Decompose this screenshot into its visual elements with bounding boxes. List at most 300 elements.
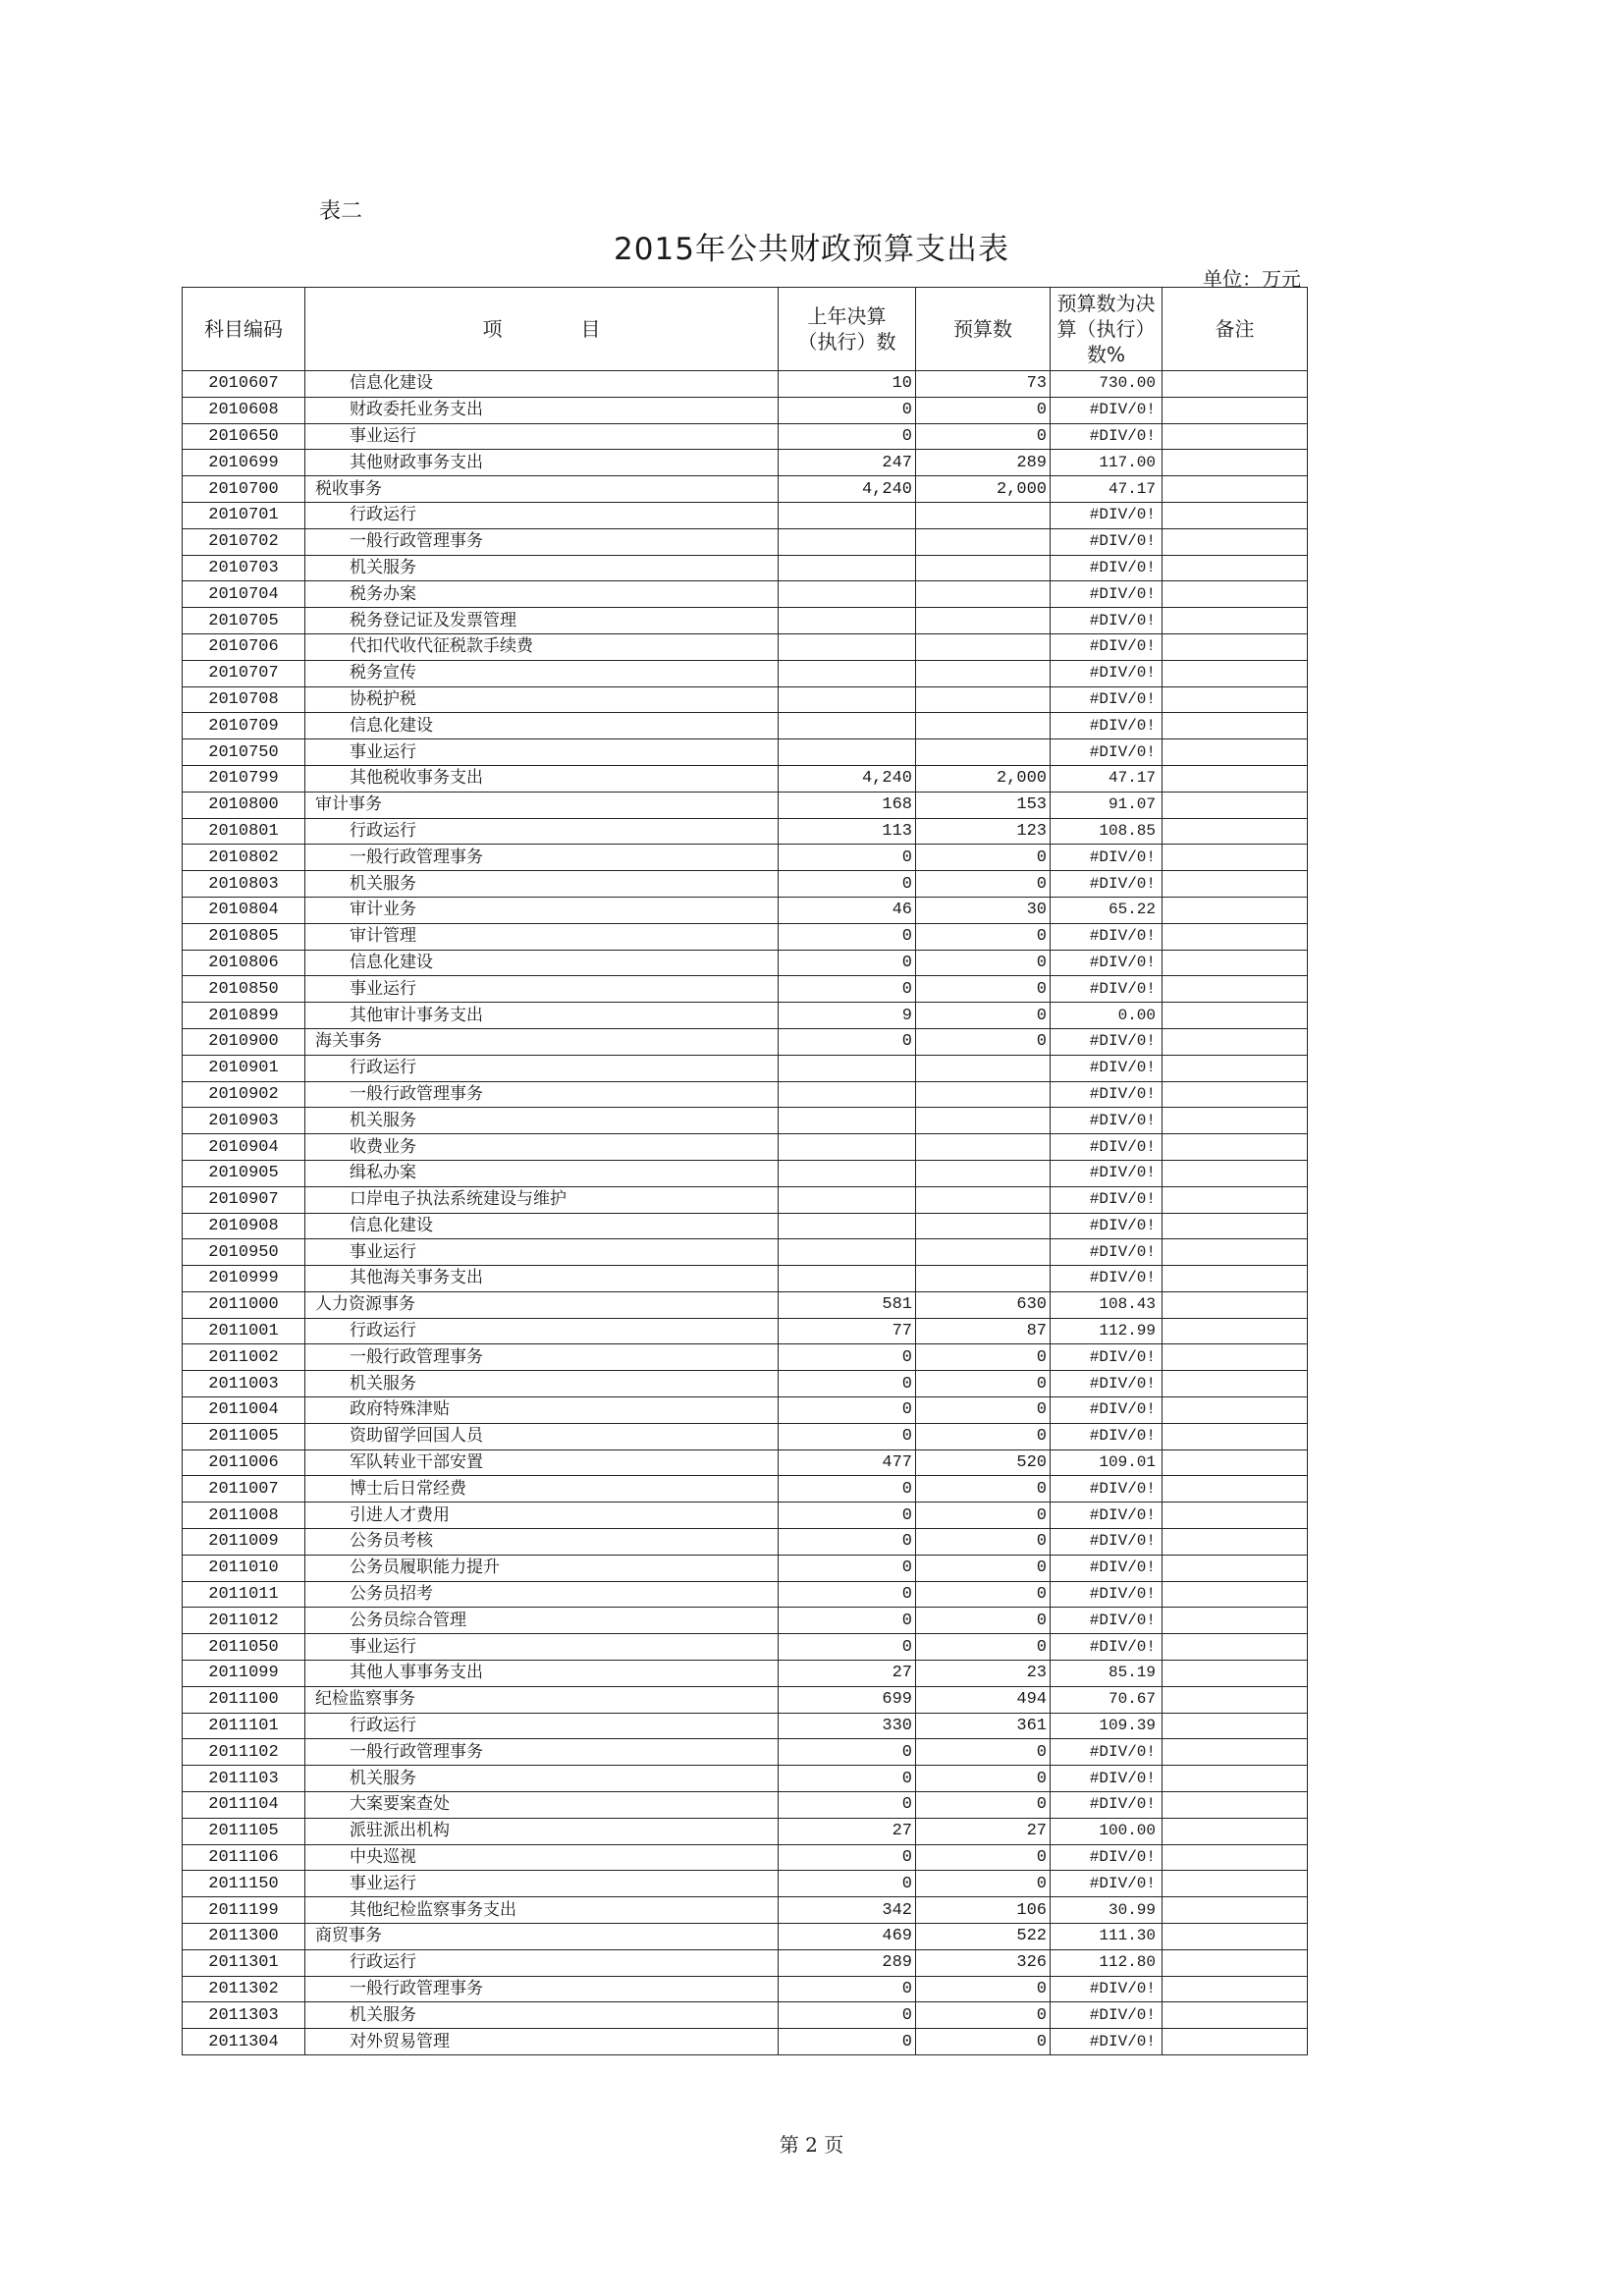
cell-budget [916,1055,1051,1081]
cell-code: 2010701 [183,502,305,528]
cell-ratio: #DIV/0! [1051,1397,1163,1424]
cell-code: 2010800 [183,792,305,818]
cell-code: 2011102 [183,1739,305,1766]
cell-ratio: 91.07 [1051,792,1163,818]
cell-note [1163,1108,1308,1134]
cell-ratio: #DIV/0! [1051,845,1163,871]
cell-item: 公务员综合管理 [305,1608,779,1634]
cell-ratio: #DIV/0! [1051,633,1163,660]
cell-code: 2011106 [183,1844,305,1871]
cell-last-year [779,502,916,528]
cell-note [1163,1213,1308,1239]
cell-last-year: 0 [779,2029,916,2055]
cell-last-year: 0 [779,1976,916,2002]
cell-budget: 522 [916,1924,1051,1950]
cell-item: 机关服务 [305,1108,779,1134]
cell-ratio: #DIV/0! [1051,1503,1163,1529]
cell-code: 2011199 [183,1897,305,1924]
cell-item: 一般行政管理事务 [305,1976,779,2002]
cell-last-year: 10 [779,371,916,398]
page-number: 第 2 页 [779,2133,844,2157]
cell-budget: 0 [916,1555,1051,1581]
cell-item: 税务登记证及发票管理 [305,608,779,634]
cell-ratio: 65.22 [1051,897,1163,923]
cell-item: 中央巡视 [305,1844,779,1871]
cell-code: 2011103 [183,1766,305,1792]
cell-last-year: 0 [779,1792,916,1819]
cell-last-year: 0 [779,950,916,976]
cell-code: 2010708 [183,686,305,713]
cell-budget: 106 [916,1897,1051,1924]
cell-item: 大案要案查处 [305,1792,779,1819]
table-row [183,1503,1308,1529]
table-row [183,950,1308,976]
cell-last-year: 0 [779,397,916,423]
cell-item: 机关服务 [305,871,779,898]
cell-code: 2011012 [183,1608,305,1634]
cell-ratio: 111.30 [1051,1924,1163,1950]
table-row [183,1397,1308,1424]
cell-ratio: #DIV/0! [1051,1423,1163,1449]
cell-code: 2010608 [183,397,305,423]
table-row [183,1003,1308,1029]
cell-item: 行政运行 [305,1055,779,1081]
cell-last-year: 0 [779,1581,916,1608]
cell-note [1163,1581,1308,1608]
cell-last-year: 0 [779,1397,916,1424]
cell-note [1163,871,1308,898]
cell-code: 2011009 [183,1529,305,1556]
cell-ratio: #DIV/0! [1051,713,1163,739]
cell-note [1163,845,1308,871]
cell-note [1163,1371,1308,1397]
cell-budget [916,1081,1051,1108]
cell-ratio: #DIV/0! [1051,397,1163,423]
cell-code: 2010803 [183,871,305,898]
cell-note [1163,633,1308,660]
cell-item: 公务员招考 [305,1581,779,1608]
cell-last-year [779,1108,916,1134]
cell-ratio: 47.17 [1051,765,1163,792]
cell-code: 2011010 [183,1555,305,1581]
table-row [183,1213,1308,1239]
cell-last-year: 113 [779,818,916,845]
cell-note [1163,1055,1308,1081]
cell-last-year: 0 [779,1028,916,1055]
table-header-row [183,288,1308,371]
cell-item: 一般行政管理事务 [305,1081,779,1108]
table-row [183,1186,1308,1213]
cell-code: 2011050 [183,1634,305,1661]
cell-note [1163,1713,1308,1739]
cell-last-year: 342 [779,1897,916,1924]
table-row [183,1766,1308,1792]
cell-last-year: 27 [779,1818,916,1844]
cell-code: 2011001 [183,1318,305,1344]
cell-ratio: 100.00 [1051,1818,1163,1844]
table-row [183,397,1308,423]
cell-item: 税收事务 [305,476,779,503]
cell-budget: 0 [916,1003,1051,1029]
cell-code: 2011005 [183,1423,305,1449]
cell-ratio: #DIV/0! [1051,1555,1163,1581]
table-row [183,1529,1308,1556]
table-row [183,502,1308,528]
cell-budget: 0 [916,2002,1051,2029]
table-row [183,923,1308,950]
header-last-year: 上年决算（执行）数 [779,288,916,371]
cell-note [1163,1949,1308,1976]
cell-budget: 0 [916,950,1051,976]
cell-last-year: 469 [779,1924,916,1950]
cell-budget: 0 [916,1503,1051,1529]
cell-budget: 23 [916,1661,1051,1687]
table-row [183,871,1308,898]
cell-note [1163,581,1308,608]
cell-item: 信息化建设 [305,950,779,976]
cell-code: 2010706 [183,633,305,660]
table-row [183,1949,1308,1976]
cell-code: 2010703 [183,555,305,581]
cell-code: 2011105 [183,1818,305,1844]
cell-item: 机关服务 [305,555,779,581]
cell-budget: 2,000 [916,476,1051,503]
cell-budget: 153 [916,792,1051,818]
cell-budget: 0 [916,1371,1051,1397]
cell-last-year: 46 [779,897,916,923]
cell-ratio: #DIV/0! [1051,2029,1163,2055]
table-row [183,1818,1308,1844]
cell-code: 2010907 [183,1186,305,1213]
cell-last-year: 0 [779,976,916,1003]
cell-note [1163,608,1308,634]
cell-ratio: #DIV/0! [1051,1844,1163,1871]
cell-last-year [779,555,916,581]
cell-last-year: 0 [779,1844,916,1871]
cell-ratio: 70.67 [1051,1686,1163,1713]
cell-code: 2010802 [183,845,305,871]
cell-last-year [779,528,916,555]
cell-ratio: #DIV/0! [1051,555,1163,581]
cell-note [1163,923,1308,950]
table-row [183,1792,1308,1819]
cell-item: 其他人事事务支出 [305,1661,779,1687]
cell-ratio: 112.80 [1051,1949,1163,1976]
cell-note [1163,1529,1308,1556]
cell-ratio: #DIV/0! [1051,1529,1163,1556]
cell-note [1163,423,1308,450]
cell-last-year: 0 [779,1371,916,1397]
cell-ratio: #DIV/0! [1051,1028,1163,1055]
cell-last-year [779,660,916,686]
cell-ratio: #DIV/0! [1051,1081,1163,1108]
cell-last-year: 0 [779,1608,916,1634]
header-code: 科目编码 [183,288,305,371]
cell-ratio: #DIV/0! [1051,923,1163,950]
cell-last-year: 0 [779,871,916,898]
cell-budget: 0 [916,1529,1051,1556]
cell-code: 2010801 [183,818,305,845]
cell-note [1163,739,1308,766]
cell-code: 2010704 [183,581,305,608]
cell-ratio: #DIV/0! [1051,2002,1163,2029]
cell-budget: 0 [916,397,1051,423]
cell-budget: 630 [916,1291,1051,1318]
cell-ratio: #DIV/0! [1051,1134,1163,1161]
cell-budget: 0 [916,1766,1051,1792]
cell-last-year: 0 [779,1555,916,1581]
cell-note [1163,1661,1308,1687]
cell-code: 2010699 [183,450,305,476]
cell-budget [916,1266,1051,1292]
cell-budget: 0 [916,1608,1051,1634]
cell-code: 2011104 [183,1792,305,1819]
cell-ratio: #DIV/0! [1051,581,1163,608]
cell-code: 2010850 [183,976,305,1003]
cell-budget [916,1108,1051,1134]
table-row [183,1713,1308,1739]
table-row [183,845,1308,871]
table-row [183,1476,1308,1503]
table-row [183,1371,1308,1397]
cell-last-year [779,633,916,660]
cell-code: 2010702 [183,528,305,555]
cell-item: 事业运行 [305,1239,779,1266]
cell-code: 2011000 [183,1291,305,1318]
cell-code: 2010650 [183,423,305,450]
cell-note [1163,1555,1308,1581]
cell-code: 2011008 [183,1503,305,1529]
cell-note [1163,765,1308,792]
cell-ratio: #DIV/0! [1051,608,1163,634]
cell-budget [916,1186,1051,1213]
cell-ratio: 30.99 [1051,1897,1163,1924]
cell-ratio: #DIV/0! [1051,1608,1163,1634]
cell-budget: 0 [916,1739,1051,1766]
cell-item: 代扣代收代征税款手续费 [305,633,779,660]
cell-item: 收费业务 [305,1134,779,1161]
table-row [183,1844,1308,1871]
cell-last-year: 4,240 [779,765,916,792]
cell-last-year: 168 [779,792,916,818]
cell-budget: 494 [916,1686,1051,1713]
cell-item: 一般行政管理事务 [305,845,779,871]
cell-budget: 0 [916,923,1051,950]
cell-code: 2011011 [183,1581,305,1608]
cell-budget: 0 [916,1844,1051,1871]
cell-code: 2010705 [183,608,305,634]
table-row [183,713,1308,739]
table-row [183,976,1308,1003]
cell-item: 信息化建设 [305,1213,779,1239]
cell-item: 缉私办案 [305,1160,779,1186]
cell-budget: 30 [916,897,1051,923]
cell-note [1163,1844,1308,1871]
cell-last-year: 0 [779,1503,916,1529]
cell-last-year: 289 [779,1949,916,1976]
cell-budget [916,739,1051,766]
cell-code: 2010901 [183,1055,305,1081]
cell-item: 信息化建设 [305,371,779,398]
cell-code: 2010899 [183,1003,305,1029]
table-row [183,1608,1308,1634]
cell-note [1163,1449,1308,1476]
cell-budget [916,1239,1051,1266]
cell-item: 商贸事务 [305,1924,779,1950]
cell-budget: 326 [916,1949,1051,1976]
table-row [183,608,1308,634]
cell-note [1163,686,1308,713]
cell-item: 其他财政事务支出 [305,450,779,476]
table-row [183,1291,1308,1318]
cell-budget: 123 [916,818,1051,845]
table-row [183,660,1308,686]
cell-code: 2010806 [183,950,305,976]
cell-ratio: #DIV/0! [1051,1976,1163,2002]
cell-budget [916,713,1051,739]
cell-item: 审计业务 [305,897,779,923]
cell-last-year: 0 [779,1529,916,1556]
cell-last-year [779,1213,916,1239]
table-row [183,371,1308,398]
cell-code: 2011150 [183,1871,305,1897]
unit-label: 单位：万元 [1203,267,1301,291]
cell-last-year: 0 [779,1423,916,1449]
table-row [183,633,1308,660]
cell-ratio: #DIV/0! [1051,660,1163,686]
cell-note [1163,2029,1308,2055]
cell-item: 事业运行 [305,423,779,450]
cell-ratio: #DIV/0! [1051,1108,1163,1134]
cell-note [1163,1634,1308,1661]
cell-code: 2010707 [183,660,305,686]
cell-ratio: 109.39 [1051,1713,1163,1739]
cell-ratio: #DIV/0! [1051,1239,1163,1266]
cell-item: 公务员考核 [305,1529,779,1556]
cell-item: 税务办案 [305,581,779,608]
cell-ratio: #DIV/0! [1051,1186,1163,1213]
cell-budget: 289 [916,450,1051,476]
cell-note [1163,502,1308,528]
cell-ratio: #DIV/0! [1051,1792,1163,1819]
table-row [183,686,1308,713]
cell-ratio: #DIV/0! [1051,1055,1163,1081]
cell-last-year [779,1186,916,1213]
cell-budget: 0 [916,1423,1051,1449]
cell-budget: 0 [916,1344,1051,1371]
cell-item: 机关服务 [305,1371,779,1397]
cell-note [1163,897,1308,923]
cell-note [1163,555,1308,581]
cell-note [1163,818,1308,845]
cell-ratio: #DIV/0! [1051,1739,1163,1766]
cell-ratio: 117.00 [1051,450,1163,476]
table-row [183,1344,1308,1371]
cell-ratio: #DIV/0! [1051,1344,1163,1371]
cell-budget: 0 [916,1871,1051,1897]
cell-last-year [779,739,916,766]
cell-budget: 0 [916,423,1051,450]
cell-ratio: 47.17 [1051,476,1163,503]
table-row [183,1134,1308,1161]
table-row [183,1924,1308,1950]
cell-last-year: 247 [779,450,916,476]
cell-budget: 0 [916,976,1051,1003]
cell-ratio: #DIV/0! [1051,871,1163,898]
cell-code: 2010700 [183,476,305,503]
cell-last-year: 699 [779,1686,916,1713]
cell-note [1163,1160,1308,1186]
cell-note [1163,660,1308,686]
cell-item: 一般行政管理事务 [305,1344,779,1371]
cell-ratio: #DIV/0! [1051,502,1163,528]
cell-item: 派驻派出机构 [305,1818,779,1844]
cell-budget: 87 [916,1318,1051,1344]
cell-code: 2011099 [183,1661,305,1687]
cell-item: 审计管理 [305,923,779,950]
cell-last-year: 0 [779,2002,916,2029]
cell-ratio: #DIV/0! [1051,1634,1163,1661]
cell-ratio: #DIV/0! [1051,976,1163,1003]
cell-ratio: #DIV/0! [1051,1871,1163,1897]
document-title: 2015年公共财政预算支出表 [614,232,1009,267]
cell-last-year [779,1266,916,1292]
cell-item: 海关事务 [305,1028,779,1055]
cell-ratio: #DIV/0! [1051,1371,1163,1397]
cell-budget: 0 [916,845,1051,871]
table-row [183,423,1308,450]
cell-last-year: 0 [779,845,916,871]
cell-item: 行政运行 [305,502,779,528]
cell-budget: 0 [916,1792,1051,1819]
cell-item: 事业运行 [305,976,779,1003]
cell-budget: 27 [916,1818,1051,1844]
cell-note [1163,1003,1308,1029]
cell-item: 一般行政管理事务 [305,1739,779,1766]
cell-note [1163,1239,1308,1266]
cell-item: 财政委托业务支出 [305,397,779,423]
cell-last-year: 0 [779,1871,916,1897]
cell-item: 协税护税 [305,686,779,713]
cell-code: 2010908 [183,1213,305,1239]
cell-budget [916,1134,1051,1161]
cell-last-year: 0 [779,1344,916,1371]
cell-last-year: 27 [779,1661,916,1687]
cell-note [1163,1397,1308,1424]
cell-ratio: #DIV/0! [1051,1266,1163,1292]
cell-item: 行政运行 [305,1318,779,1344]
cell-item: 军队转业干部安置 [305,1449,779,1476]
table-row [183,555,1308,581]
cell-code: 2011301 [183,1949,305,1976]
cell-item: 其他税收事务支出 [305,765,779,792]
cell-note [1163,1423,1308,1449]
cell-last-year [779,1134,916,1161]
table-row [183,739,1308,766]
cell-budget: 0 [916,1476,1051,1503]
cell-last-year [779,1239,916,1266]
table-row [183,476,1308,503]
cell-code: 2010900 [183,1028,305,1055]
cell-code: 2010799 [183,765,305,792]
cell-ratio: #DIV/0! [1051,1160,1163,1186]
cell-last-year: 0 [779,423,916,450]
cell-budget: 0 [916,871,1051,898]
table-row [183,1423,1308,1449]
cell-note [1163,713,1308,739]
table-row [183,450,1308,476]
cell-note [1163,450,1308,476]
